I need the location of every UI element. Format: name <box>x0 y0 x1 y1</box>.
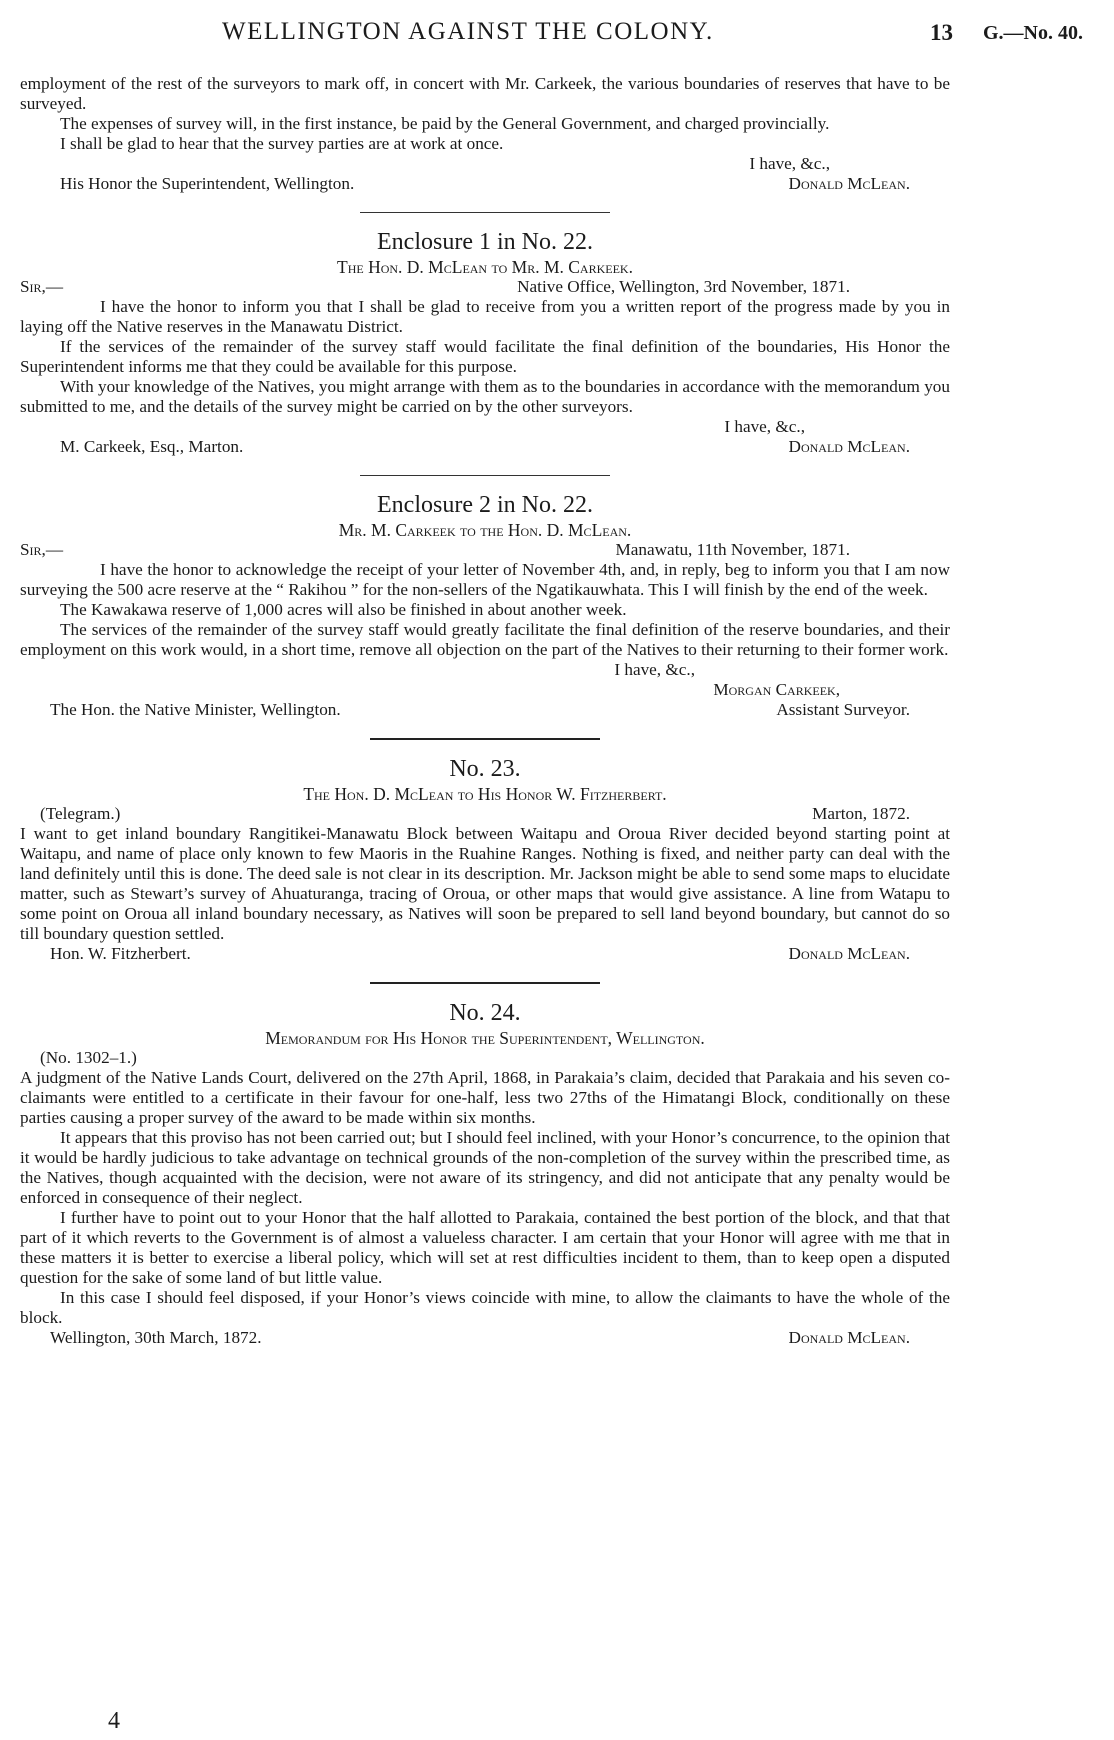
closing: I have, &c., <box>724 417 805 436</box>
section-heading: Enclosure 2 in No. 22. <box>377 492 593 518</box>
paragraph: If the services of the remainder of the survey staff would facilitate the final definition of the boundaries, His Honor the Superintendent informs me that they could be available for this purpose. <box>20 337 950 376</box>
signature: Donald McLean. <box>788 1328 910 1347</box>
signature: Morgan Carkeek, <box>713 680 840 699</box>
paragraph: I have the honor to acknowledge the receipt of your letter of November 4th, and, in reply, beg to inform you that I am now surveying the 500 acre reserve at the “ Rakihou ” for the non-sellers of the Ngatikauwhata. This I will finish by the end of the week. <box>20 560 950 599</box>
signature: Donald McLean. <box>788 437 910 456</box>
section-heading: No. 24. <box>449 1000 521 1026</box>
paragraph: I further have to point out to your Honor that the half allotted to Parakaia, contained the best portion of the block, and that that part of it which reverts to the Government is of almost a valueless character. I am certain that your Honor will agree with me that in these matters it is better to exercise a liberal policy, which will set at rest difficulties incident to them, than to keep open a disputed question for the sake of some land of but little value. <box>20 1208 950 1287</box>
signature-title: Assistant Surveyor. <box>776 700 910 719</box>
paragraph: I shall be glad to hear that the survey parties are at work at once. <box>60 134 504 153</box>
section-subheading: The Hon. D. McLean to Mr. M. Carkeek. <box>337 257 633 277</box>
section-heading: No. 23. <box>449 756 521 782</box>
paragraph: It appears that this proviso has not been carried out; but I should feel inclined, with your Honor’s concurrence, to the opinion that it would be hardly judicious to take advantage on technical grounds of the non-completion of the survey within the prescribed time, as the Natives, though acquainted with the decision, were not aware of its stringency, and did not anticipate that any penalty would be enforced in consequence of their neglect. <box>20 1128 950 1207</box>
paragraph: The services of the remainder of the survey staff would greatly facilitate the final definition of the reserve boundaries, and their employment on this work would, in a short time, remove all objection on the part of the Natives to their returning to their former work. <box>20 620 950 659</box>
dateline: Wellington, 30th March, 1872. <box>50 1328 262 1347</box>
paragraph: In this case I should feel disposed, if your Honor’s views coincide with mine, to allow the claimants to have the whole of the block. <box>20 1288 950 1327</box>
paragraph: I want to get inland boundary Rangitikei-Manawatu Block between Waitapu and Oroua River decided beyond starting point at Waitapu, and name of place only known to few Maoris in the Ruahine Ranges. Nothing is fixed, and neither party can deal with the land definitely until this is done. The deed sale is not clear in its description. Mr. Jackson might be able to send some maps to elucidate matter, such as Stewart’s survey of Ahuaturanga, tracing of Oroua, or other maps that would give assistance. A line from Watapu to some point on Oroua all inland boundary necessary, as Natives will soon be prepared to sell land beyond boundary, but cannot do so till boundary question settled. <box>20 824 950 943</box>
signature-folio: 4 <box>108 1708 120 1734</box>
document-body <box>20 74 950 1348</box>
paragraph: With your knowledge of the Natives, you might arrange with them as to the boundaries in accordance with the memorandum you submitted to me, and the details of the survey might be carried on by the other surveyors. <box>20 377 950 416</box>
addressee: The Hon. the Native Minister, Wellington. <box>50 700 341 719</box>
signature: Donald McLean. <box>788 174 910 193</box>
section-subheading: Memorandum for His Honor the Superintendent, Wellington. <box>265 1028 705 1048</box>
section-subheading: The Hon. D. McLean to His Honor W. Fitzherbert. <box>303 784 667 804</box>
salutation: Sir,— <box>20 540 64 559</box>
section-subheading: Mr. M. Carkeek to the Hon. D. McLean. <box>338 520 632 540</box>
salutation: Sir,— <box>20 277 64 296</box>
addressee: His Honor the Superintendent, Wellington. <box>60 174 355 193</box>
signature: Donald McLean. <box>788 944 910 963</box>
section-heading: Enclosure 1 in No. 22. <box>377 229 593 255</box>
document-kind: (Telegram.) <box>40 804 121 823</box>
dateline: Marton, 1872. <box>812 804 910 823</box>
dateline: Native Office, Wellington, 3rd November, 1871. <box>517 277 850 296</box>
paragraph: I have the honor to inform you that I shall be glad to receive from you a written report of the progress made by you in laying off the Native reserves in the Manawatu District. <box>20 297 950 336</box>
paragraph: The Kawakawa reserve of 1,000 acres will also be finished in about another week. <box>60 600 627 619</box>
addressee: M. Carkeek, Esq., Marton. <box>60 437 244 456</box>
paragraph: employment of the rest of the surveyors to mark off, in concert with Mr. Carkeek, the various boundaries of reserves that have to be surveyed. <box>20 74 950 113</box>
paragraph: The expenses of survey will, in the first instance, be paid by the General Government, and charged provincially. <box>60 114 830 133</box>
closing: I have, &c., <box>749 154 830 173</box>
closing: I have, &c., <box>614 660 695 679</box>
reference-number: (No. 1302–1.) <box>40 1048 137 1067</box>
dateline: Manawatu, 11th November, 1871. <box>615 540 850 559</box>
running-header <box>0 18 1114 54</box>
running-title: WELLINGTON AGAINST THE COLONY. <box>222 18 714 45</box>
paragraph: A judgment of the Native Lands Court, delivered on the 27th April, 1868, in Parakaia’s claim, decided that Parakaia and his seven co-claimants were entitled to a certificate in their favour for one-half, less two 27ths of the Himatangi Block, conditionally on these parties causing a proper survey of the award to be made within six months. <box>20 1068 950 1127</box>
page-number: 13 <box>930 20 953 45</box>
addressee: Hon. W. Fitzherbert. <box>50 944 191 963</box>
paper-reference: G.—No. 40. <box>983 22 1083 44</box>
